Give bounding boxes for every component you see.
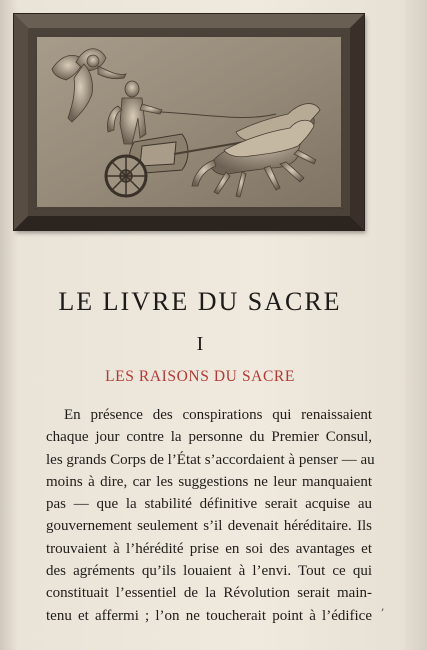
text-line: En présence des conspirations qui renaissaient	[64, 407, 372, 423]
text-line: constituait l’essentiel de la Révolution serait main-	[46, 585, 372, 602]
body-paragraph	[46, 404, 375, 627]
text-line: tenu et affermi ; l’on ne toucherait point à l’édifice	[46, 607, 372, 624]
page-edge	[405, 0, 427, 650]
chariot-relief-image	[14, 14, 364, 230]
text-line: gouvernement seulement s’il devenait héréditaire. Ils	[46, 518, 372, 535]
text-line: des agréments qu’ils louaient à l’envi. Tout ce qui	[46, 563, 372, 580]
text-line: trouvaient à l’hérédité prise en soi des avantages et	[46, 540, 372, 557]
text-line: pas — que la stabilité définitive serait acquise au	[46, 496, 372, 513]
text-line: les grands Corps de l’État s’accordaient à penser — au	[46, 451, 375, 468]
book-title: LE LIVRE DU SACRE	[58, 287, 342, 316]
chapter-title: LES RAISONS DU SACRE	[105, 368, 295, 385]
ink-speck: ,	[381, 600, 385, 613]
bas-relief-illustration	[14, 14, 364, 230]
chapter-number: I	[196, 333, 204, 355]
text-line: moins à dire, car les suggestions ne leur manquaient	[46, 473, 372, 490]
text-line: chaque jour contre la personne du Premier Consul,	[46, 429, 372, 446]
